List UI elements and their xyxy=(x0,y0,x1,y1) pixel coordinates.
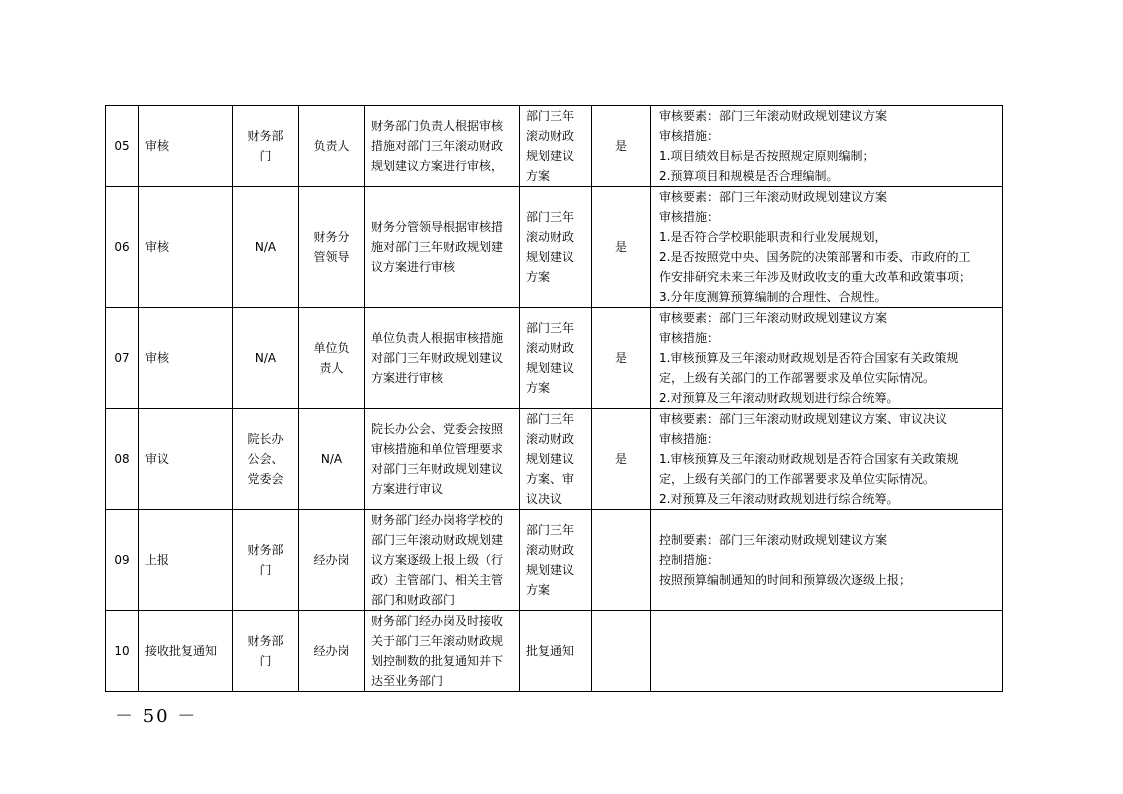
responsible-role: 经办岗 xyxy=(299,510,365,611)
table-row xyxy=(106,106,1003,187)
control-measures xyxy=(651,611,1003,692)
responsible-role: 经办岗 xyxy=(299,611,365,692)
table-row xyxy=(106,510,1003,611)
responsible-role: 财务分管领导 xyxy=(299,187,365,308)
step-number: 08 xyxy=(106,409,139,510)
step-name: 审议 xyxy=(139,409,233,510)
step-description: 单位负责人根据审核措施对部门三年财政规划建议方案进行审核 xyxy=(365,308,520,409)
step-name: 接收批复通知 xyxy=(139,611,233,692)
output-document: 批复通知 xyxy=(520,611,592,692)
step-description: 院长办公会、党委会按照审核措施和单位管理要求对部门三年财政规划建议方案进行审议 xyxy=(365,409,520,510)
control-line: 2.对预算及三年滚动财政规划进行综合统筹。 xyxy=(659,391,899,405)
process-control-table xyxy=(105,105,1003,692)
control-line: 作安排研究未来三年涉及财政收支的重大改革和政策事项； xyxy=(659,270,972,284)
control-line: 1.审核预算及三年滚动财政规划是否符合国家有关政策规 xyxy=(659,452,959,466)
control-line: 审核措施： xyxy=(659,331,720,345)
control-line: 审核要素：部门三年滚动财政规划建议方案 xyxy=(659,109,888,123)
control-line: 2.是否按照党中央、国务院的决策部署和市委、市政府的工 xyxy=(659,250,971,264)
key-control-flag xyxy=(592,510,651,611)
responsible-role: 负责人 xyxy=(299,106,365,187)
control-line: 1.是否符合学校职能职责和行业发展规划， xyxy=(659,230,887,244)
key-control-flag: 是 xyxy=(592,409,651,510)
control-line: 审核要素：部门三年滚动财政规划建议方案 xyxy=(659,311,888,325)
control-line: 审核措施： xyxy=(659,432,720,446)
step-number: 09 xyxy=(106,510,139,611)
table-row xyxy=(106,187,1003,308)
control-measures xyxy=(651,308,1003,409)
step-number: 07 xyxy=(106,308,139,409)
control-line: 按照预算编制通知的时间和预算级次逐级上报； xyxy=(659,573,912,587)
control-measures xyxy=(651,409,1003,510)
table-row xyxy=(106,611,1003,692)
control-line: 1.项目绩效目标是否按照规定原则编制； xyxy=(659,149,875,163)
step-description: 财务部门经办岗及时接收关于部门三年滚动财政规划控制数的批复通知并下达至业务部门 xyxy=(365,611,520,692)
step-name: 审核 xyxy=(139,308,233,409)
step-description: 财务部门负责人根据审核措施对部门三年滚动财政规划建议方案进行审核， xyxy=(365,106,520,187)
control-line: 审核要素：部门三年滚动财政规划建议方案 xyxy=(659,190,888,204)
step-description: 财务分管领导根据审核措施对部门三年财政规划建议方案进行审核 xyxy=(365,187,520,308)
control-line: 定，上级有关部门的工作部署要求及单位实际情况。 xyxy=(659,472,936,486)
step-name: 上报 xyxy=(139,510,233,611)
control-measures xyxy=(651,106,1003,187)
responsible-department: 财务部门 xyxy=(233,106,299,187)
control-line: 控制要素：部门三年滚动财政规划建议方案 xyxy=(659,533,888,547)
control-line: 定，上级有关部门的工作部署要求及单位实际情况。 xyxy=(659,371,936,385)
step-description: 财务部门经办岗将学校的部门三年滚动财政规划建议方案逐级上报上级（行政）主管部门、相关主管部门和财政部门 xyxy=(365,510,520,611)
step-number: 10 xyxy=(106,611,139,692)
responsible-department: 财务部门 xyxy=(233,611,299,692)
step-number: 05 xyxy=(106,106,139,187)
control-line: 1.审核预算及三年滚动财政规划是否符合国家有关政策规 xyxy=(659,351,959,365)
key-control-flag: 是 xyxy=(592,187,651,308)
output-document: 部门三年滚动财政规划建议方案、审议决议 xyxy=(520,409,592,510)
control-line: 审核措施： xyxy=(659,210,720,224)
step-name: 审核 xyxy=(139,106,233,187)
table-row xyxy=(106,308,1003,409)
key-control-flag xyxy=(592,611,651,692)
page-number: － 50 － xyxy=(115,706,198,727)
table-row xyxy=(106,409,1003,510)
output-document: 部门三年滚动财政规划建议方案 xyxy=(520,510,592,611)
control-line: 控制措施： xyxy=(659,553,720,567)
responsible-role: 单位负责人 xyxy=(299,308,365,409)
control-measures xyxy=(651,187,1003,308)
responsible-department: N/A xyxy=(233,308,299,409)
key-control-flag: 是 xyxy=(592,308,651,409)
responsible-department: 财务部门 xyxy=(233,510,299,611)
control-line: 审核措施： xyxy=(659,129,720,143)
control-measures xyxy=(651,510,1003,611)
output-document: 部门三年滚动财政规划建议方案 xyxy=(520,187,592,308)
control-line: 审核要素：部门三年滚动财政规划建议方案、审议决议 xyxy=(659,412,948,426)
responsible-role: N/A xyxy=(299,409,365,510)
responsible-department: N/A xyxy=(233,187,299,308)
key-control-flag: 是 xyxy=(592,106,651,187)
control-line: 3.分年度测算预算编制的合理性、合规性。 xyxy=(659,290,887,304)
control-line: 2.预算项目和规模是否合理编制。 xyxy=(659,169,839,183)
control-line: 2.对预算及三年滚动财政规划进行综合统筹。 xyxy=(659,492,899,506)
responsible-department: 院长办公会、党委会 xyxy=(233,409,299,510)
step-number: 06 xyxy=(106,187,139,308)
step-name: 审核 xyxy=(139,187,233,308)
output-document: 部门三年滚动财政规划建议方案 xyxy=(520,308,592,409)
output-document: 部门三年滚动财政规划建议方案 xyxy=(520,106,592,187)
